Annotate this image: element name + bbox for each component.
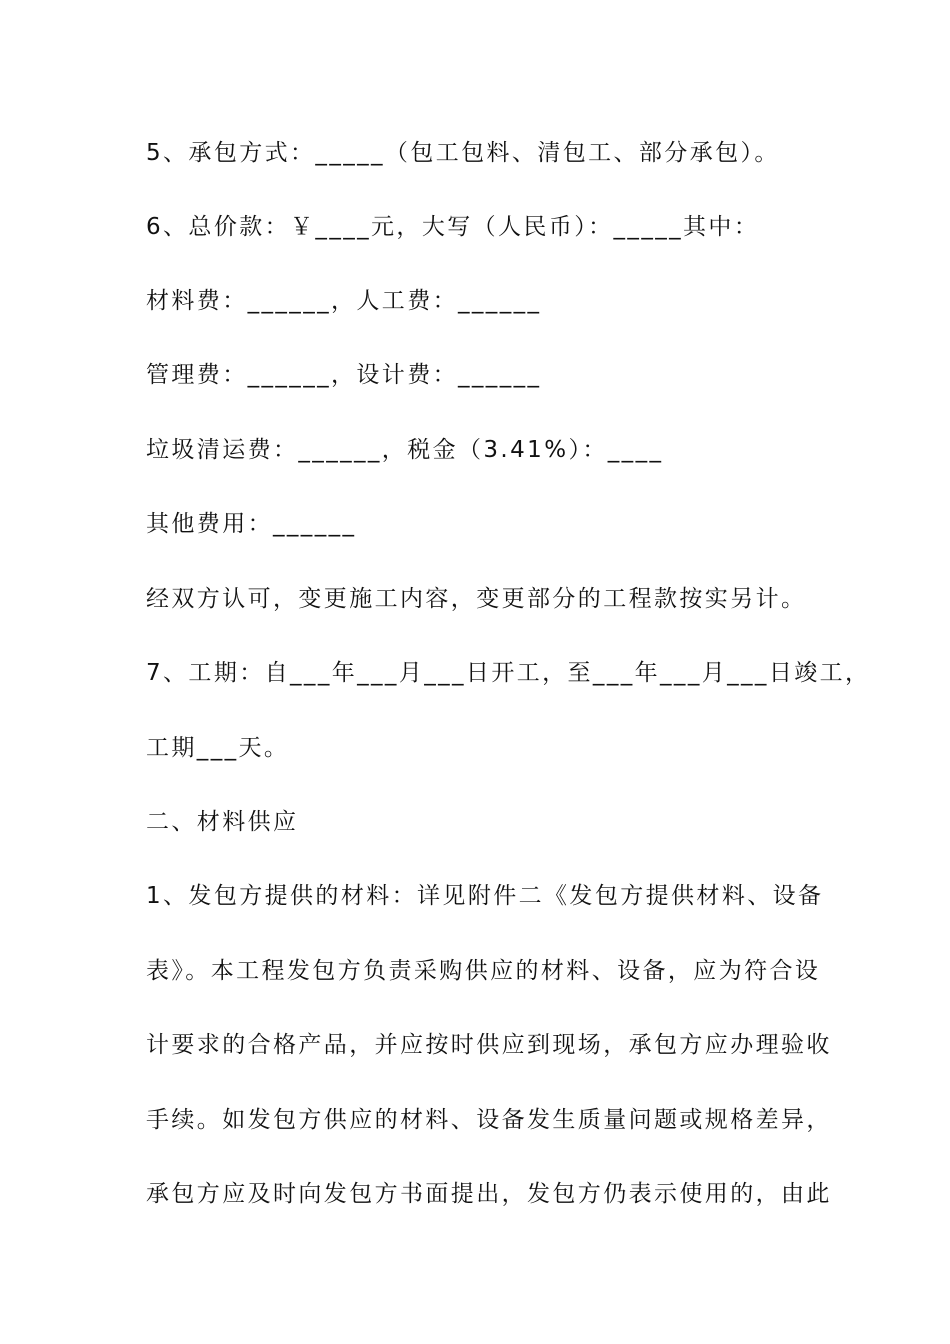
paragraph-line-5: 承包方应及时向发包方书面提出，发包方仍表示使用的，由此 xyxy=(146,1181,832,1207)
clause-7-schedule: 7、工期：自___年___月___日开工，至___年___月___日竣工， xyxy=(146,660,871,686)
change-clause: 经双方认可，变更施工内容，变更部分的工程款按实另计。 xyxy=(146,586,807,612)
paragraph-line-2: 表》。本工程发包方负责采购供应的材料、设备，应为符合设 xyxy=(146,958,821,984)
waste-tax-fees: 垃圾清运费：______，税金（3.41%）：____ xyxy=(146,437,664,463)
paragraph-line-3: 计要求的合格产品，并应按时供应到现场，承包方应办理验收 xyxy=(146,1032,832,1058)
paragraph-line-1: 1、发包方提供的材料：详见附件二《发包方提供材料、设备 xyxy=(146,883,824,909)
schedule-days: 工期___天。 xyxy=(146,735,290,761)
section-heading-material-supply: 二、材料供应 xyxy=(146,809,299,835)
material-labor-fees: 材料费：______，人工费：______ xyxy=(146,288,542,314)
management-design-fees: 管理费：______，设计费：______ xyxy=(146,362,542,388)
paragraph-line-4: 手续。如发包方供应的材料、设备发生质量问题或规格差异， xyxy=(146,1107,832,1133)
clause-6-total-price: 6、总价款：￥____元，大写（人民币）：_____其中： xyxy=(146,214,760,240)
other-fees: 其他费用：______ xyxy=(146,511,357,537)
clause-5-contract-method: 5、承包方式：_____（包工包料、清包工、部分承包）。 xyxy=(146,140,780,166)
